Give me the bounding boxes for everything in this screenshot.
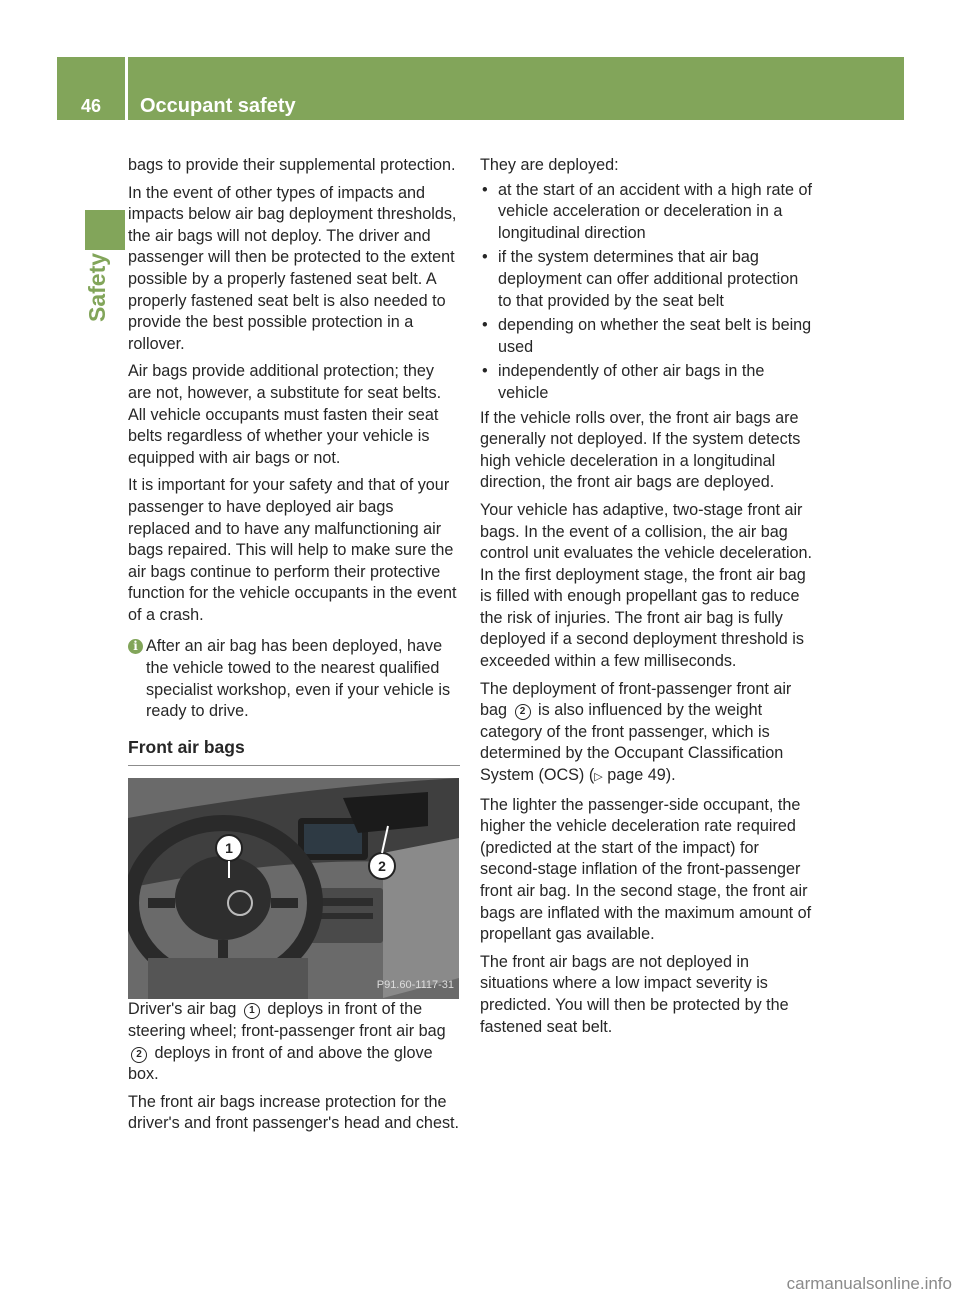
- caption-text: deploys in front of the steering wheel; front-passenger front air bag: [128, 1000, 446, 1041]
- marker-2-ref: 2: [131, 1047, 147, 1063]
- heading-rule: [128, 765, 460, 766]
- marker-1-ref: 1: [244, 1003, 260, 1019]
- page-number: 46: [80, 95, 102, 116]
- left-column: [128, 155, 460, 1141]
- info-note: [128, 636, 460, 722]
- section-title: Occupant safety: [140, 94, 296, 117]
- paragraph: They are deployed:: [480, 156, 619, 174]
- paragraph: Your vehicle has adaptive, two-stage front air bags. In the event of a collision, the air bag control unit evaluates the vehicle deceleration. In the first deployment stage, the front air bag is filled with enough propellant gas to reduce the risk of injuries. The front air bag is fully deployed if a second deployment threshold is exceeded within a few milliseconds.: [480, 500, 813, 671]
- dashboard-image: [128, 778, 459, 999]
- list-item: • depending on whether the seat belt is being used: [482, 316, 812, 356]
- marker-2: 2: [378, 858, 386, 875]
- figure-caption: [128, 999, 460, 1085]
- paragraph: The deployment of front-passenger front air bag 2 is also influenced by the weight category of the front passenger, which is determined by the Occupant Classification System (OCS) (▷ page 49).: [480, 679, 792, 785]
- marker-1: 1: [225, 840, 233, 857]
- caption-text: Driver's air bag: [128, 1000, 237, 1019]
- paragraph: Air bags provide additional protection; they are not, however, a substitute for seat belts. All vehicle occupants must fasten their seat belts regardless of whether your vehicle is equipped with air bags or not.: [128, 362, 442, 467]
- right-column: [480, 155, 814, 1044]
- page-ref-arrow-icon: ▷: [594, 771, 603, 784]
- note-text: After an air bag has been deployed, have the vehicle towed to the nearest qualified specialist workshop, even if your vehicle is ready to drive.: [146, 637, 451, 721]
- paragraph: In the event of other types of impacts and impacts below air bag deployment thresholds, the air bags will not deploy. The driver and passenger will then be protected to the extent possible by a properly fastened seat belt. A properly fastened seat belt is also needed to provide the best possible protection in a rollover.: [128, 183, 457, 353]
- figure-code: P91.60-1117-31: [376, 978, 454, 991]
- paragraph: bags to provide their supplemental protection.: [128, 156, 456, 174]
- list-item: • independently of other air bags in the vehicle: [482, 362, 765, 402]
- bullet-list: [480, 180, 814, 405]
- sidebar-label: Safety: [84, 252, 110, 322]
- paragraph: The lighter the passenger-side occupant, the higher the vehicle deceleration rate required (predicted at the start of the impact) for second-stage inflation of the front-passenger front air bag. In the second stage, the front air bags are inflated with the maximum amount of propellant gas available.: [480, 795, 812, 944]
- sidebar-block: [85, 210, 125, 250]
- paragraph: If the vehicle rolls over, the front air bags are generally not deployed. If the system detects high vehicle deceleration in a longitudinal direction, the front air bags are deployed.: [480, 408, 801, 492]
- list-item: • if the system determines that air bag deployment can offer additional protection to that provided by the seat belt: [482, 248, 799, 310]
- info-icon: i: [128, 639, 143, 654]
- header-separator: [125, 57, 128, 120]
- dashboard-illustration: [128, 778, 459, 999]
- paragraph: The front air bags are not deployed in situations where a low impact severity is predicted. You will then be protected by the fastened seat belt.: [480, 952, 789, 1036]
- page-reference-link[interactable]: page 49).: [607, 766, 676, 785]
- list-item: • at the start of an accident with a high rate of vehicle acceleration or deceleration in a longitudinal direction: [482, 180, 813, 242]
- paragraph: It is important for your safety and that of your passenger to have deployed air bags replaced and to have any malfunctioning air bags repaired. This will help to make sure the air bags continue to perform their protective function for the vehicle occupants in the event of a crash.: [128, 476, 457, 624]
- watermark: carmanualsonline.info: [786, 1274, 952, 1293]
- paragraph: The front air bags increase protection for the driver's and front passenger's head and chest.: [128, 1092, 460, 1133]
- section-heading: Front air bags: [128, 736, 245, 757]
- marker-2-ref: 2: [515, 704, 531, 720]
- caption-text: deploys in front of and above the glove box.: [128, 1043, 433, 1084]
